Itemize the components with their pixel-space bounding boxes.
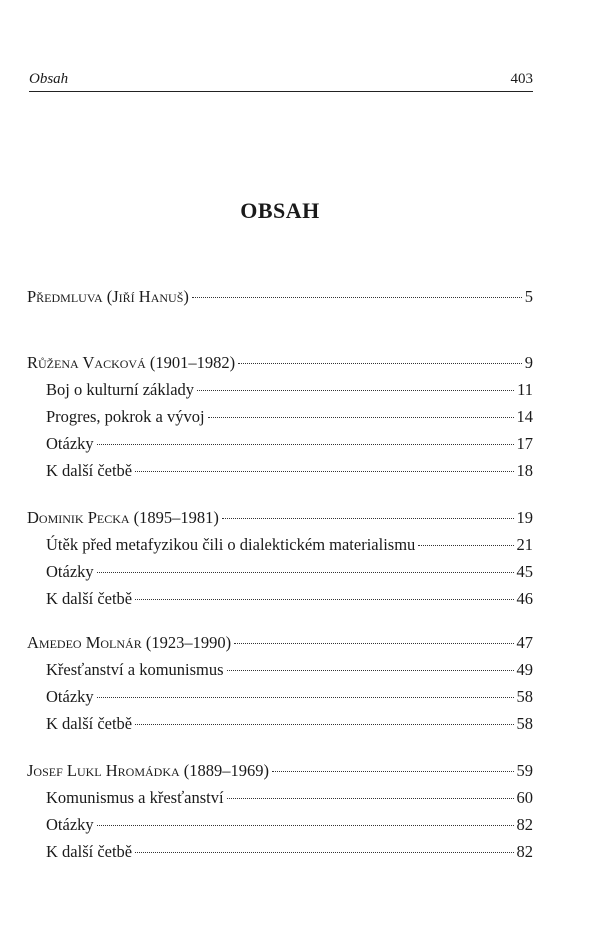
toc-entry-chapter [46,534,533,556]
dot-leader [418,545,513,546]
dot-leader [222,518,514,519]
toc-entry-page: 5 [524,287,533,306]
dot-leader [97,697,514,698]
toc-entry-questions [46,814,533,836]
dot-leader [135,852,513,853]
toc-entry-page: 58 [516,714,533,733]
toc-entry-questions [46,686,533,708]
toc-entry-title: K další četbě [46,461,133,480]
dot-leader [208,417,514,418]
toc-entry-title: Otázky [46,434,94,453]
toc-entry-author [27,352,533,374]
toc-entry-page: 59 [516,761,533,780]
toc-author-title: Dominik Pecka (1895–1981) [27,508,219,527]
toc-entry-title: Otázky [46,815,94,834]
toc-entry-page: 82 [516,842,533,861]
toc-entry-questions [46,433,533,455]
page-number: 403 [510,71,533,87]
toc-entry-author [27,632,533,654]
page-title: OBSAH [240,198,320,223]
toc-entry-chapter [46,787,533,809]
toc-entry-page: 60 [516,788,533,807]
toc-entry-page: 21 [516,535,533,554]
toc-entry-page: 45 [516,562,533,581]
toc-entry-title: Útěk před metafyzikou čili o dialektickém materialismu [46,535,416,554]
toc-entry-author [27,760,533,782]
dot-leader [97,825,514,826]
toc-entry-page: 49 [516,660,533,679]
toc-entry-title: Progres, pokrok a vývoj [46,407,205,426]
dot-leader [197,390,514,391]
toc-entry-page: 46 [516,589,533,608]
toc-entry-title: K další četbě [46,714,133,733]
dot-leader [97,444,514,445]
toc-entry-further-reading [46,588,533,610]
running-head [29,70,533,92]
toc-entry-preface [27,286,533,308]
toc-entry-chapter [46,659,533,681]
toc-author-title: Růžena Vacková (1901–1982) [27,353,236,372]
dot-leader [234,643,513,644]
toc-entry-page: 18 [516,461,533,480]
toc-entry-chapter [46,406,533,428]
toc-entry-title: Předmluva (Jiří Hanuš) [27,287,189,306]
dot-leader [272,771,513,772]
toc-entry-page: 47 [516,633,533,652]
running-head-title: Obsah [29,71,69,87]
dot-leader [135,724,513,725]
toc-author-title: Amedeo Molnár (1923–1990) [27,633,232,652]
toc-entry-page: 14 [516,407,533,426]
toc-entry-title: K další četbě [46,589,133,608]
dot-leader [238,363,522,364]
dot-leader [135,599,513,600]
toc-entry-author [27,507,533,529]
toc-entry-questions [46,561,533,583]
toc-entry-title: Komunismus a křesťanství [46,788,224,807]
dot-leader [135,471,513,472]
toc-entry-further-reading [46,460,533,482]
toc-author-title: Josef Lukl Hromádka (1889–1969) [27,761,270,780]
toc-entry-title: Otázky [46,562,94,581]
dot-leader [97,572,514,573]
toc-entry-page: 11 [517,380,533,399]
dot-leader [227,670,514,671]
toc-entry-further-reading [46,841,533,863]
toc-entry-title: Křesťanství a komunismus [46,660,224,679]
toc-entry-page: 19 [516,508,533,527]
toc-entry-page: 9 [524,353,533,372]
toc-entry-title: Boj o kulturní základy [46,380,195,399]
toc-entry-page: 17 [516,434,533,453]
toc-entry-page: 58 [516,687,533,706]
toc-entry-title: K další četbě [46,842,133,861]
toc-entry-page: 82 [516,815,533,834]
toc-entry-title: Otázky [46,687,94,706]
toc-entry-chapter [46,379,533,401]
toc-entry-further-reading [46,713,533,735]
dot-leader [192,297,522,298]
dot-leader [227,798,514,799]
